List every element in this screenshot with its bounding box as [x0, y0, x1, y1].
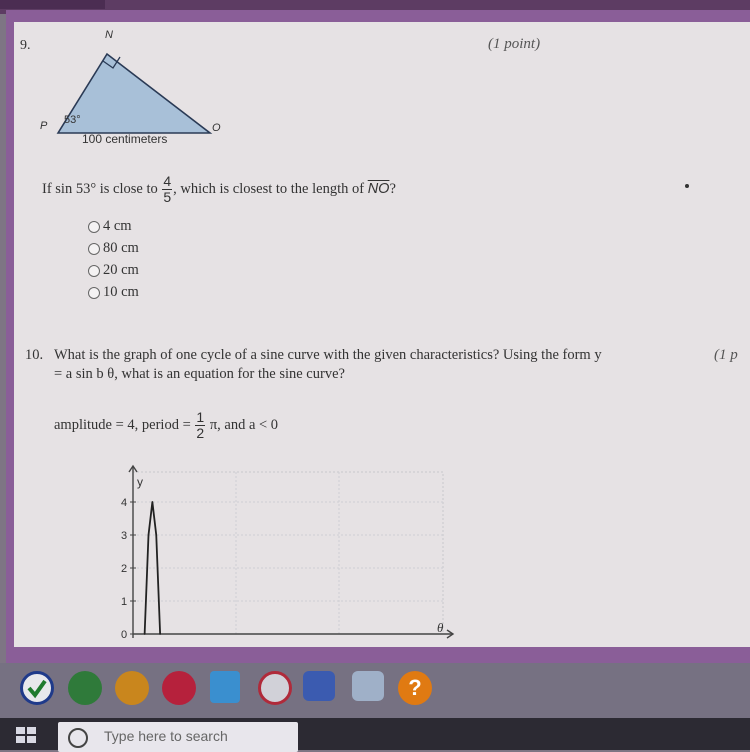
question-9-post: , which is closest to the length of [173, 180, 365, 197]
print-icon[interactable] [352, 671, 384, 701]
segment-no: $\overline{NO}$ [367, 180, 390, 197]
question-9-text [42, 174, 396, 205]
sine-curve [145, 502, 161, 634]
y-tick-label: 2 [121, 563, 128, 575]
fraction-denominator: 2 [196, 425, 205, 441]
given-post: π, and a < 0 [209, 416, 279, 433]
y-tick-label: 4 [121, 497, 128, 509]
option-4cm[interactable] [88, 218, 132, 235]
fraction-numerator: 1 [196, 409, 205, 425]
question-10-line1: What is the graph of one cycle of a sine curve with the given characteristics? Using the form y [54, 347, 602, 363]
help-icon[interactable]: ? [398, 671, 432, 705]
pin-icon[interactable] [162, 671, 196, 705]
browser-tab[interactable] [0, 0, 105, 9]
search-placeholder: Type here to search [104, 728, 228, 744]
leaf-icon[interactable] [68, 671, 102, 705]
stray-dot [685, 184, 689, 188]
option-label: 20 cm [103, 262, 139, 278]
grid-border [133, 472, 443, 634]
taskbar-search[interactable] [58, 722, 298, 752]
curve-point [155, 534, 157, 536]
window-icon[interactable] [303, 671, 335, 701]
angle-label: 53° [64, 114, 81, 126]
base-length-label: 100 centimeters [82, 132, 168, 146]
right-triangle-diagram [44, 36, 234, 146]
option-80cm[interactable] [88, 240, 139, 257]
question-10-points: (1 p [714, 347, 738, 363]
given-pre: amplitude = 4, period = [54, 416, 191, 433]
curve-point [152, 501, 154, 503]
option-label: 10 cm [103, 284, 139, 300]
curve-point [159, 633, 161, 635]
fraction-four-fifths [162, 174, 172, 205]
cortana-icon [68, 728, 88, 748]
check-icon[interactable] [20, 671, 54, 705]
option-label: 4 cm [103, 218, 132, 234]
question-9-pre: If sin 53° is close to [42, 180, 158, 197]
y-tick-label: 0 [121, 629, 128, 641]
y-axis-label: y [137, 475, 143, 489]
radio-button[interactable] [88, 287, 100, 299]
vertex-p-label: P [40, 120, 48, 132]
question-9-points: (1 point) [488, 36, 541, 52]
question-9-number: 9. [20, 38, 31, 53]
target-icon[interactable] [258, 671, 292, 705]
x-axis-label: θ [437, 620, 444, 635]
triangle-shape [58, 54, 210, 133]
page-bottom-border [14, 647, 750, 663]
question-9-end: ? [389, 180, 396, 197]
vertex-o-label: O [212, 122, 221, 134]
fraction-numerator: 4 [163, 173, 172, 189]
radio-button[interactable] [88, 243, 100, 255]
windows-taskbar [0, 718, 750, 750]
question-10-given [54, 410, 278, 441]
calculator-icon[interactable] [210, 671, 240, 703]
windows-start-icon[interactable] [16, 727, 36, 743]
vertex-n-label: N [105, 29, 113, 41]
radio-button[interactable] [88, 265, 100, 277]
app-dock [0, 663, 750, 718]
option-label: 80 cm [103, 240, 139, 256]
y-tick-label: 3 [121, 530, 128, 542]
y-tick-label: 1 [121, 596, 128, 608]
question-10-number: 10. [25, 347, 44, 363]
fraction-denominator: 5 [163, 189, 172, 205]
radio-button[interactable] [88, 221, 100, 233]
curve-point [144, 633, 146, 635]
fraction-one-half [195, 410, 205, 441]
question-10-line2: = a sin b θ, what is an equation for the sine curve? [54, 366, 345, 382]
option-20cm[interactable] [88, 262, 139, 279]
sine-graph[interactable] [95, 462, 455, 642]
globe-icon[interactable] [115, 671, 149, 705]
curve-point [148, 534, 150, 536]
option-10cm[interactable] [88, 284, 139, 301]
